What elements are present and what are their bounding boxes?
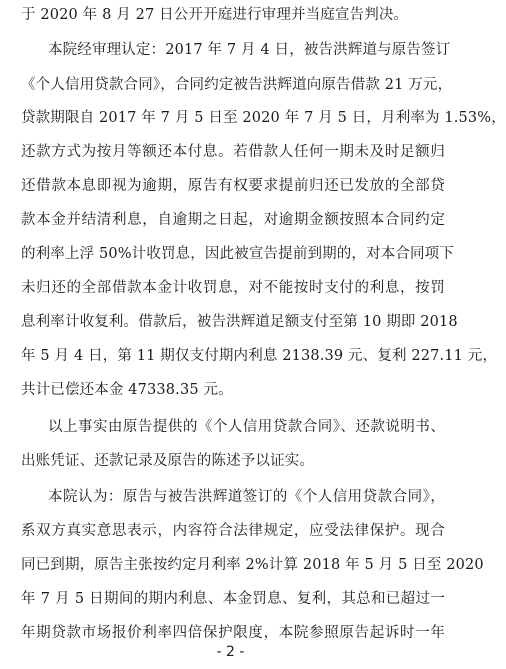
text-line: 的利率上浮 50%计收罚息，因此被宣告提前到期的，对本合同项下	[21, 246, 454, 262]
text-line: 年 5 月 4 日，第 11 期仅支付期内利息 2138.39 元、复利 227.11 元，	[21, 348, 498, 364]
text-line: 于 2020 年 8 月 27 日公开开庭进行审理并当庭宣告判决。	[21, 7, 409, 23]
text-line: 本院经审理认定：2017 年 7 月 4 日，被告洪辉道与原告签订	[48, 42, 451, 58]
text-line: 出账凭证、还款记录及原告的陈述予以证实。	[21, 453, 314, 469]
text-line: 以上事实由原告提供的《个人信用贷款合同》、还款说明书、	[48, 419, 445, 435]
text-line: 同已到期，原告主张按约定月利率 2%计算 2018 年 5 月 5 日至 2020	[21, 557, 484, 573]
text-line: 年期贷款市场报价利率四倍保护限度，本院参照原告起诉时一年	[21, 625, 445, 641]
text-line: 共计已偿还本金 47338.35 元。	[21, 382, 233, 398]
text-line: 还借款本息即视为逾期，原告有权要求提前归还已发放的全部贷	[21, 178, 445, 194]
text-line: 系双方真实意思表示，内容符合法律规定，应受法律保护。现合	[21, 523, 445, 539]
text-line: 贷款期限自 2017 年 7 月 5 日至 2020 年 7 月 5 日，月利率为 1.53%，	[21, 110, 506, 126]
text-line: 息利率计收复利。借款后，被告洪辉道足额支付至第 10 期即 2018	[21, 314, 458, 330]
page-number: - 2 -	[216, 644, 245, 660]
text-line: 未归还的全部借款本金计收罚息，对不能按时支付的利息，按罚	[21, 280, 445, 296]
text-line: 《个人信用贷款合同》，合同约定被告洪辉道向原告借款 21 万元，	[21, 77, 453, 93]
text-line: 还款方式为按月等额还本付息。若借款人任何一期未及时足额归	[21, 144, 445, 160]
text-line: 年 7 月 5 日期间的期内利息、本金罚息、复利，其总和已超过一	[21, 591, 445, 607]
text-line: 本院认为：原告与被告洪辉道签订的《个人信用贷款合同》，	[48, 489, 445, 505]
text-line: 款本金并结清利息，自逾期之日起，对逾期金额按照本合同约定	[21, 212, 445, 228]
